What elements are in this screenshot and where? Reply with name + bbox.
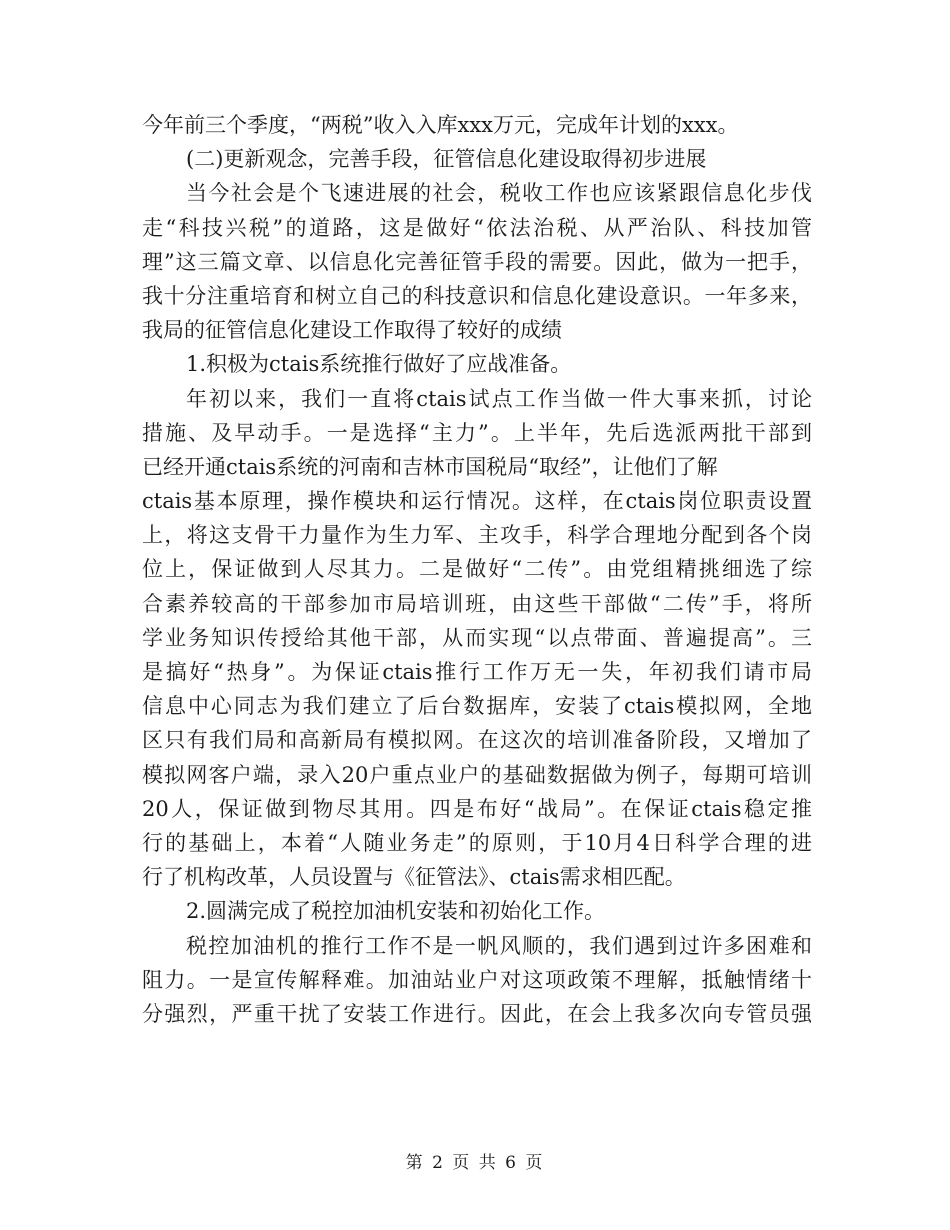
text-line-1: 今年前三个季度，“两税”收入入库xxx万元，完成年计划的xxx。	[142, 113, 739, 137]
text-line-12: ctais基本原理，操作模块和运行情况。这样，在ctais岗位职责设置	[142, 489, 812, 514]
text-line-26: 阻力。一是宣传解释难。加油站业户对这项政策不理解，抵触情绪十	[142, 967, 812, 992]
section-heading: (二)更新观念，完善手段，征管信息化建设取得初步进展	[186, 147, 707, 172]
text-line-25: 税控加油机的推行工作不是一帆风顺的，我们遇到过许多困难和	[186, 933, 812, 958]
text-line-7: 我局的征管信息化建设工作取得了较好的成绩	[142, 318, 562, 343]
text-line-6: 我十分注重培育和树立自己的科技意识和信息化建设意识。一年多来，	[142, 283, 812, 308]
text-line-11: 已经开通ctais系统的河南和吉林市国税局“取经”，让他们了解	[142, 454, 718, 479]
document-body	[142, 108, 812, 1031]
text-line-21: 20人，保证做到物尽其用。四是布好“战局”。在保证ctais稳定推	[142, 796, 812, 821]
text-line-18: 信息中心同志为我们建立了后台数据库，安装了ctais模拟网，全地	[142, 694, 812, 719]
text-line-14: 位上，保证做到人尽其力。二是做好“二传”。由党组精挑细选了综	[142, 557, 812, 582]
text-line-3: 当今社会是个飞速进展的社会，税收工作也应该紧跟信息化步伐	[186, 181, 812, 206]
subheading-2: 2.圆满完成了税控加油机安装和初始化工作。	[186, 899, 606, 924]
text-line-27: 分强烈，严重干扰了安装工作进行。因此，在会上我多次向专管员强	[142, 1001, 812, 1026]
text-line-9: 年初以来，我们一直将ctais试点工作当做一件大事来抓，讨论	[186, 386, 812, 411]
subheading-1: 1.积极为ctais系统推行做好了应战准备。	[186, 352, 572, 377]
text-line-17: 是搞好“热身”。为保证ctais推行工作万无一失，年初我们请市局	[142, 660, 812, 684]
page-number-footer: 第 2 页 共 6 页	[405, 1153, 545, 1173]
text-line-22: 行的基础上，本着“人随业务走”的原则，于10月4日科学合理的进	[142, 830, 812, 855]
text-line-20: 模拟网客户端，录入20户重点业户的基础数据做为例子，每期可培训	[142, 762, 812, 787]
text-line-4: 走“科技兴税”的道路，这是做好“依法治税、从严治队、科技加管	[142, 215, 812, 240]
text-line-15: 合素养较高的干部参加市局培训班，由这些干部做“二传”手，将所	[142, 591, 812, 616]
text-line-23: 行了机构改革，人员设置与《征管法》、ctais需求相匹配。	[142, 865, 686, 890]
text-line-16: 学业务知识传授给其他干部，从而实现“以点带面、普遍提高”。三	[142, 625, 812, 650]
text-line-10: 措施、及早动手。一是选择“主力”。上半年，先后选派两批干部到	[142, 420, 812, 445]
text-line-5: 理”这三篇文章、以信息化完善征管手段的需要。因此，做为一把手，	[142, 249, 812, 274]
text-line-13: 上，将这支骨干力量作为生力军、主攻手，科学合理地分配到各个岗	[142, 523, 812, 548]
text-line-19: 区只有我们局和高新局有模拟网。在这次的培训准备阶段，又增加了	[142, 728, 812, 753]
